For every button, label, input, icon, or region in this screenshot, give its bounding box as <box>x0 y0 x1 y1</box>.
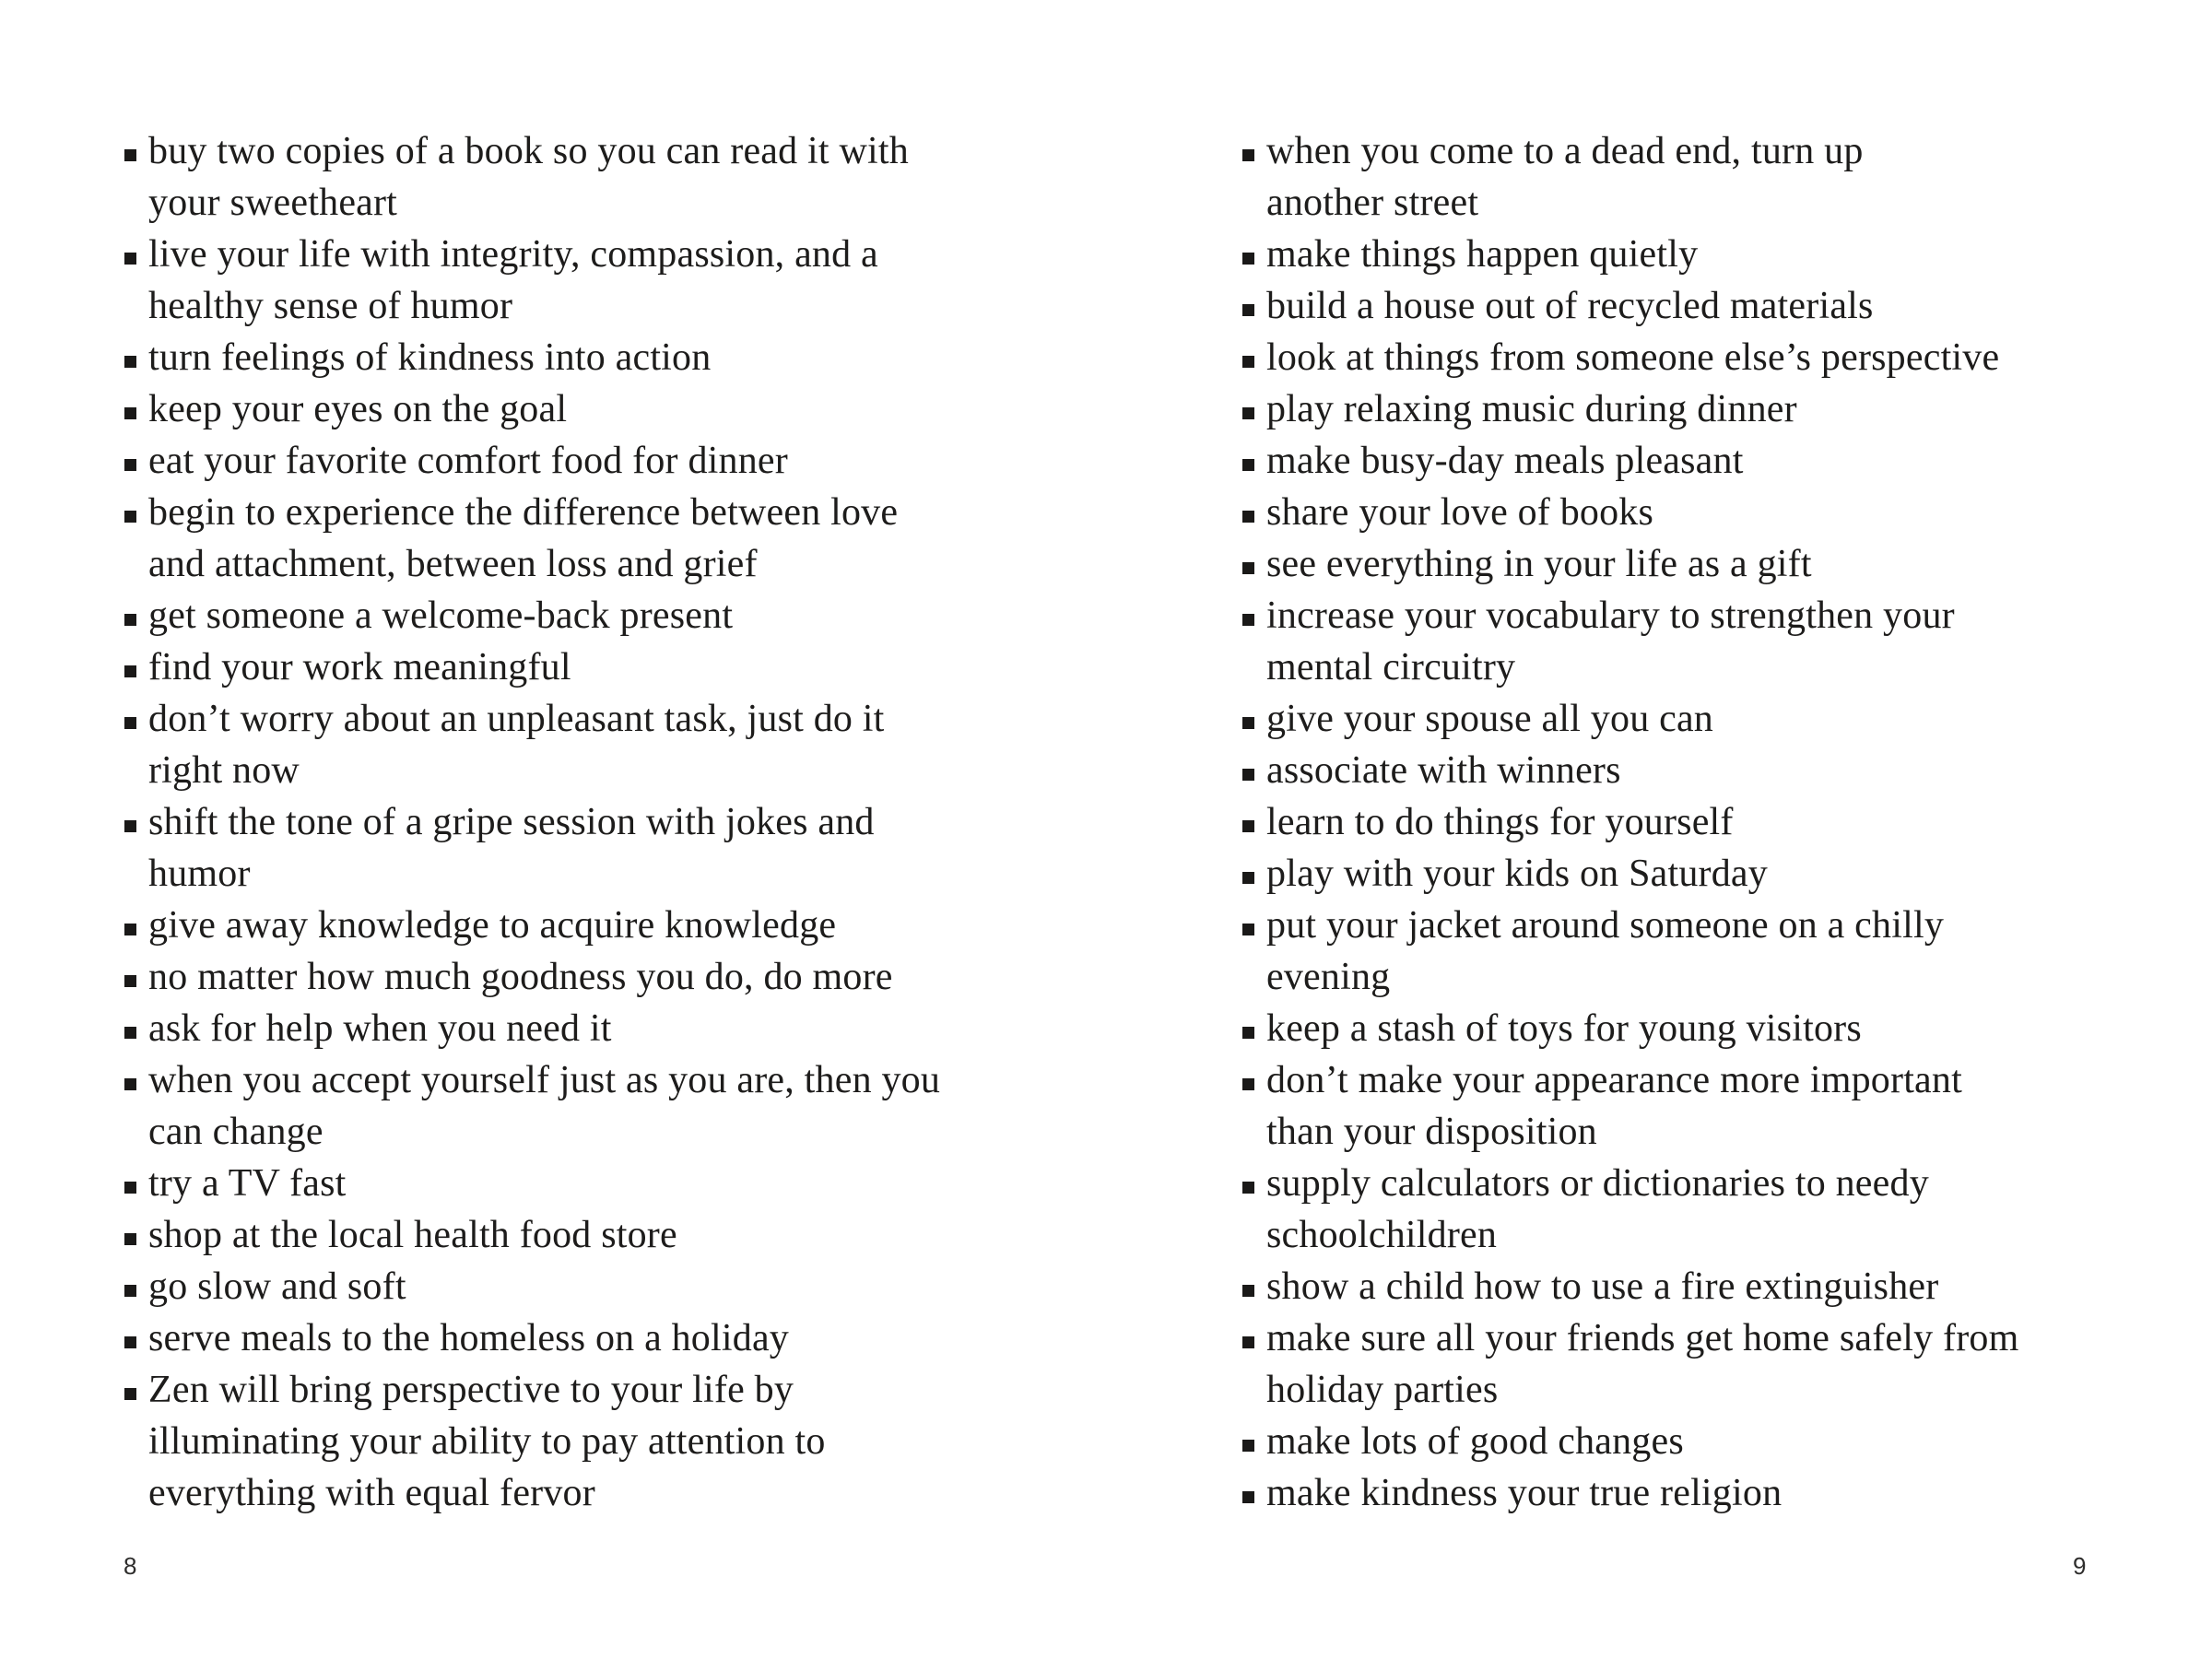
list-item-text: no matter how much goodness you do, do more <box>148 956 893 998</box>
list-item-text: make lots of good changes <box>1266 1420 1684 1463</box>
list-item <box>124 1158 940 1209</box>
list-item-text: keep a stash of toys for young visitors <box>1266 1007 1862 1050</box>
page-number-right: 9 <box>2073 1552 2087 1580</box>
list-item <box>1242 435 2018 487</box>
list-item <box>1242 796 2018 848</box>
list-item <box>1242 487 2018 538</box>
list-item <box>1242 538 2018 590</box>
list-item-text: serve meals to the homeless on a holiday <box>148 1317 789 1359</box>
square-bullet-icon <box>124 1388 136 1400</box>
square-bullet-icon <box>1242 924 1254 935</box>
square-bullet-icon <box>124 1285 136 1297</box>
square-bullet-icon <box>1242 1182 1254 1194</box>
list-item-text: make busy-day meals pleasant <box>1266 440 1744 482</box>
list-item <box>124 1209 940 1261</box>
list-item <box>1242 1261 2018 1312</box>
list-item-text: learn to do things for yourself <box>1266 801 1734 843</box>
square-bullet-icon <box>1242 407 1254 419</box>
list-item <box>124 951 940 1003</box>
square-bullet-icon <box>124 1027 136 1039</box>
list-item <box>124 1261 940 1312</box>
list-item <box>1242 590 2018 693</box>
list-item-text: shift the tone of a gripe session with jokes and humor <box>148 801 875 895</box>
square-bullet-icon <box>1242 820 1254 832</box>
square-bullet-icon <box>1242 1336 1254 1348</box>
page-number-left: 8 <box>124 1552 137 1580</box>
square-bullet-icon <box>1242 1491 1254 1503</box>
list-item <box>124 229 940 332</box>
square-bullet-icon <box>124 924 136 935</box>
square-bullet-icon <box>1242 872 1254 884</box>
square-bullet-icon <box>124 614 136 626</box>
list-item-text: supply calculators or dictionaries to needy schoolchildren <box>1266 1162 1929 1256</box>
square-bullet-icon <box>1242 562 1254 574</box>
square-bullet-icon <box>124 975 136 987</box>
list-item <box>1242 229 2018 280</box>
square-bullet-icon <box>124 820 136 832</box>
square-bullet-icon <box>124 1233 136 1245</box>
list-item <box>1242 848 2018 900</box>
list-item-text: associate with winners <box>1266 749 1621 792</box>
list-item <box>124 900 940 951</box>
square-bullet-icon <box>1242 356 1254 368</box>
list-item <box>124 435 940 487</box>
list-item <box>1242 745 2018 796</box>
list-item-text: turn feelings of kindness into action <box>148 336 712 379</box>
list-item <box>1242 900 2018 1003</box>
square-bullet-icon <box>124 253 136 265</box>
square-bullet-icon <box>1242 1078 1254 1090</box>
list-item-text: begin to experience the difference between love and attachment, between loss and grief <box>148 491 899 585</box>
list-item <box>124 796 940 900</box>
list-item-text: put your jacket around someone on a chilly evening <box>1266 904 1945 998</box>
square-bullet-icon <box>124 511 136 523</box>
list-item <box>1242 1003 2018 1054</box>
list-item-text: give away knowledge to acquire knowledge <box>148 904 837 947</box>
list-item-text: go slow and soft <box>148 1265 406 1308</box>
list-item <box>124 641 940 693</box>
list-item <box>124 1364 940 1519</box>
square-bullet-icon <box>124 149 136 161</box>
list-item <box>1242 1312 2018 1416</box>
list-item <box>1242 383 2018 435</box>
square-bullet-icon <box>124 717 136 729</box>
list-item <box>1242 693 2018 745</box>
list-item-text: make things happen quietly <box>1266 233 1699 276</box>
list-item-text: make kindness your true religion <box>1266 1472 1783 1514</box>
list-item-text: show a child how to use a fire extinguisher <box>1266 1265 1939 1308</box>
square-bullet-icon <box>124 1078 136 1090</box>
list-item-text: Zen will bring perspective to your life by illuminating your ability to pay attention to everything with equal fervor <box>148 1369 826 1514</box>
list-item <box>124 332 940 383</box>
list-item-text: share your love of books <box>1266 491 1654 534</box>
square-bullet-icon <box>1242 1027 1254 1039</box>
list-item <box>1242 1158 2018 1261</box>
square-bullet-icon <box>1242 1440 1254 1452</box>
list-item <box>124 693 940 796</box>
list-item <box>1242 1416 2018 1467</box>
list-item-text: buy two copies of a book so you can read it with your sweetheart <box>148 130 909 224</box>
list-item-text: keep your eyes on the goal <box>148 388 568 430</box>
square-bullet-icon <box>124 1182 136 1194</box>
list-item-text: find your work meaningful <box>148 646 571 688</box>
list-item <box>124 125 940 229</box>
square-bullet-icon <box>1242 769 1254 781</box>
square-bullet-icon <box>1242 511 1254 523</box>
square-bullet-icon <box>1242 304 1254 316</box>
square-bullet-icon <box>1242 1285 1254 1297</box>
list-item <box>124 1312 940 1364</box>
square-bullet-icon <box>1242 614 1254 626</box>
list-item <box>1242 125 2018 229</box>
list-item-text: build a house out of recycled materials <box>1266 285 1874 327</box>
list-item-text: play with your kids on Saturday <box>1266 853 1768 895</box>
list-item <box>124 590 940 641</box>
list-item-text: when you come to a dead end, turn up another street <box>1266 130 1864 224</box>
square-bullet-icon <box>124 665 136 677</box>
square-bullet-icon <box>124 1336 136 1348</box>
list-item-text: get someone a welcome-back present <box>148 594 734 637</box>
list-item-text: don’t make your appearance more important than your disposition <box>1266 1059 1962 1153</box>
list-item <box>124 383 940 435</box>
list-item-text: play relaxing music during dinner <box>1266 388 1797 430</box>
square-bullet-icon <box>124 459 136 471</box>
list-item-text: when you accept yourself just as you are, then you can change <box>148 1059 941 1153</box>
list-item <box>124 1003 940 1054</box>
square-bullet-icon <box>124 407 136 419</box>
page-left-column <box>124 125 940 1519</box>
square-bullet-icon <box>1242 253 1254 265</box>
list-item <box>124 487 940 590</box>
list-item <box>1242 1467 2018 1519</box>
list-item <box>124 1054 940 1158</box>
list-item <box>1242 1054 2018 1158</box>
page-right-column <box>1242 125 2018 1519</box>
list-item-text: don’t worry about an unpleasant task, just do it right now <box>148 698 885 792</box>
list-item-text: increase your vocabulary to strengthen your mental circuitry <box>1266 594 1955 688</box>
list-item-text: make sure all your friends get home safely from holiday parties <box>1266 1317 2019 1411</box>
list-item <box>1242 280 2018 332</box>
list-item-text: shop at the local health food store <box>148 1214 677 1256</box>
list-item-text: give your spouse all you can <box>1266 698 1713 740</box>
list-item-text: eat your favorite comfort food for dinner <box>148 440 788 482</box>
list-item-text: ask for help when you need it <box>148 1007 612 1050</box>
list-item-text: live your life with integrity, compassion, and a healthy sense of humor <box>148 233 878 327</box>
square-bullet-icon <box>1242 459 1254 471</box>
list-item-text: see everything in your life as a gift <box>1266 543 1812 585</box>
square-bullet-icon <box>124 356 136 368</box>
square-bullet-icon <box>1242 149 1254 161</box>
square-bullet-icon <box>1242 717 1254 729</box>
list-item-text: look at things from someone else’s perspective <box>1266 336 2000 379</box>
list-item <box>1242 332 2018 383</box>
list-item-text: try a TV fast <box>148 1162 347 1205</box>
